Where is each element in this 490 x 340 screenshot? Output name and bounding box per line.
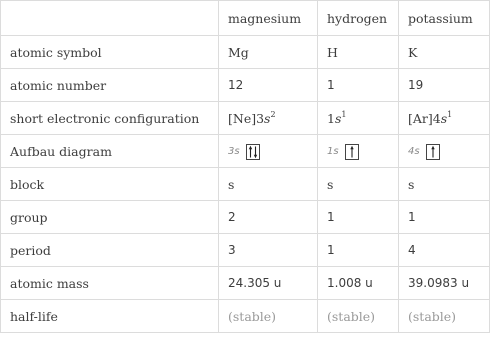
- table-row-electron-configuration: [1, 102, 490, 135]
- column-header-potassium: potassium: [399, 1, 490, 36]
- cell-block-potassium: s: [399, 168, 490, 201]
- cell-config-potassium: $[Ar]4s^1$: [399, 102, 490, 135]
- orbital-label: 1s: [327, 146, 339, 158]
- row-label: half-life: [1, 300, 219, 333]
- cell-period-potassium: 4: [399, 234, 490, 267]
- row-label: atomic mass: [1, 267, 219, 300]
- row-label: block: [1, 168, 219, 201]
- cell-period-hydrogen: 1: [318, 234, 399, 267]
- cell-block-hydrogen: s: [318, 168, 399, 201]
- cell-period-magnesium: 3: [219, 234, 318, 267]
- row-label: group: [1, 201, 219, 234]
- cell-aufbau-hydrogen: [318, 135, 399, 168]
- cell-mass-potassium: 39.0983 u: [399, 267, 490, 300]
- cell-halflife-hydrogen: (stable): [318, 300, 399, 333]
- column-header-hydrogen: hydrogen: [318, 1, 399, 36]
- cell-group-hydrogen: 1: [318, 201, 399, 234]
- table-row-atomic-symbol: [1, 36, 490, 69]
- column-header-magnesium: magnesium: [219, 1, 318, 36]
- cell-mass-hydrogen: 1.008 u: [318, 267, 399, 300]
- orbital-box-single: [345, 144, 359, 160]
- cell-aufbau-potassium: [399, 135, 490, 168]
- up-arrow-electron-icon: [346, 145, 358, 159]
- cell-number-hydrogen: 1: [318, 69, 399, 102]
- header-row: [1, 1, 490, 36]
- up-arrow-electron-icon: [427, 145, 439, 159]
- table-row-atomic-number: [1, 69, 490, 102]
- cell-block-magnesium: s: [219, 168, 318, 201]
- cell-mass-magnesium: 24.305 u: [219, 267, 318, 300]
- table-row-atomic-mass: [1, 267, 490, 300]
- row-label: short electronic configuration: [1, 102, 219, 135]
- cell-config-magnesium: $[Ne]3s^2$: [219, 102, 318, 135]
- row-label: atomic symbol: [1, 36, 219, 69]
- cell-number-magnesium: 12: [219, 69, 318, 102]
- corner-cell: [1, 1, 219, 36]
- cell-symbol-potassium: K: [399, 36, 490, 69]
- table-row-aufbau-diagram: [1, 135, 490, 168]
- cell-aufbau-magnesium: [219, 135, 318, 168]
- table-row-half-life: [1, 300, 490, 333]
- cell-symbol-magnesium: Mg: [219, 36, 318, 69]
- orbital-box-paired: [246, 144, 260, 160]
- cell-symbol-hydrogen: H: [318, 36, 399, 69]
- orbital-label: 4s: [408, 146, 420, 158]
- row-label: period: [1, 234, 219, 267]
- table-row-period: [1, 234, 490, 267]
- orbital-box-single: [426, 144, 440, 160]
- cell-group-potassium: 1: [399, 201, 490, 234]
- orbital-label: 3s: [228, 146, 240, 158]
- paired-electron-arrows-icon: [247, 145, 259, 159]
- row-label: atomic number: [1, 69, 219, 102]
- cell-halflife-magnesium: (stable): [219, 300, 318, 333]
- cell-halflife-potassium: (stable): [399, 300, 490, 333]
- table-row-group: [1, 201, 490, 234]
- cell-group-magnesium: 2: [219, 201, 318, 234]
- cell-number-potassium: 19: [399, 69, 490, 102]
- row-label: Aufbau diagram: [1, 135, 219, 168]
- cell-config-hydrogen: $1s^1$: [318, 102, 399, 135]
- table-row-block: [1, 168, 490, 201]
